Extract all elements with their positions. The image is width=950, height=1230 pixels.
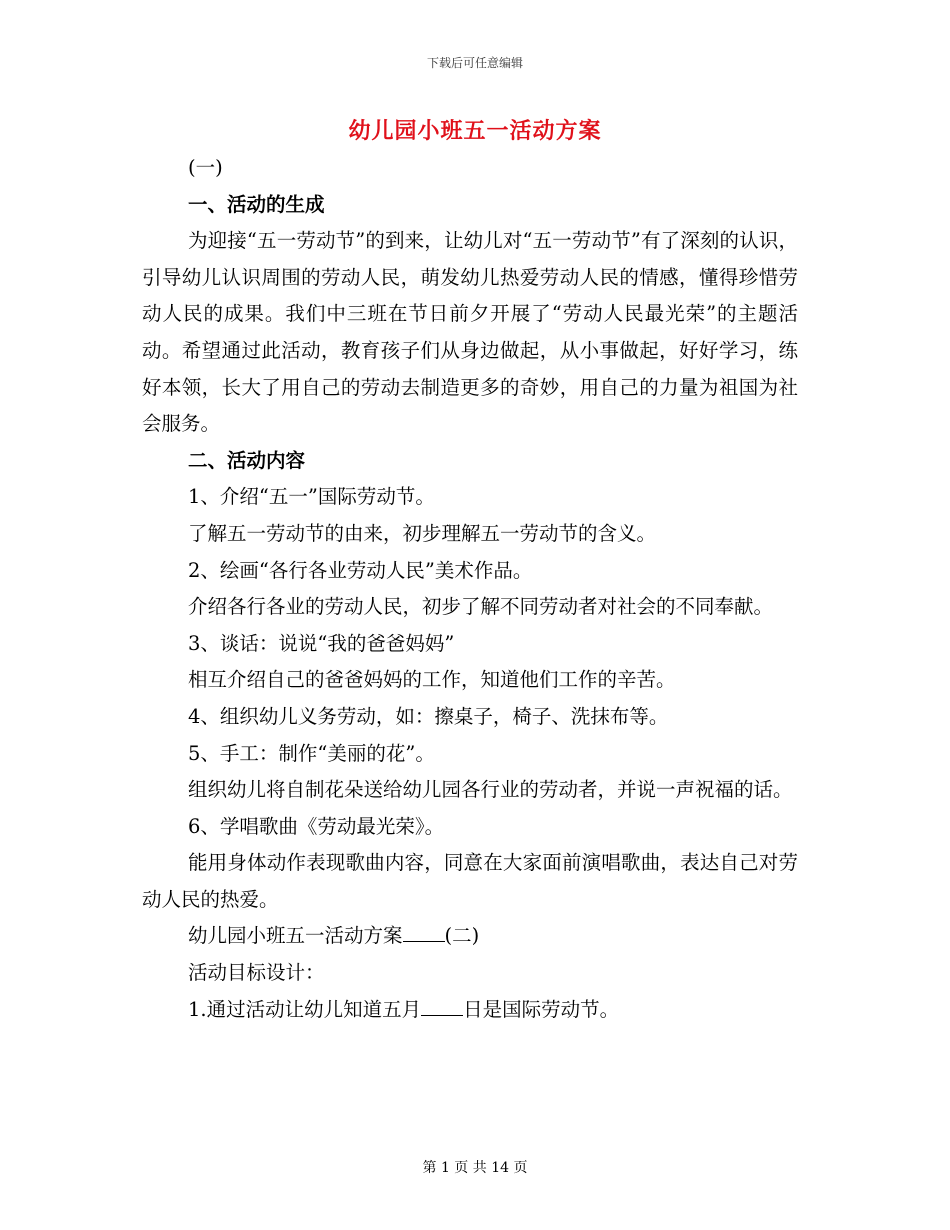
document-title: 幼儿园小班五一活动方案 <box>348 118 602 144</box>
item-1: 1、介绍“五一”国际劳动节。 <box>188 485 435 509</box>
page-number: 第 1 页 共 14 页 <box>422 1160 528 1176</box>
item-5: 5、手工：制作“美丽的花”。 <box>188 741 435 765</box>
fill-in-blank <box>421 997 463 1016</box>
item-6: 6、学唱歌曲《劳动最光荣》。 <box>188 814 445 838</box>
goal-1 <box>142 992 798 1029</box>
item-3: 3、谈话：说说“我的爸爸妈妈” <box>188 631 455 655</box>
item-6-desc: 能用身体动作表现歌曲内容，同意在大家面前演唱歌曲，表达自己对劳动人民的热爱。 <box>142 851 798 911</box>
section-heading-1: 一、活动的生成 <box>188 192 325 216</box>
fill-in-blank <box>403 923 445 942</box>
part-two-title: 幼儿园小班五一活动方案 <box>188 924 403 948</box>
goal-1-start: 1.通过活动让幼儿知道五月 <box>188 997 422 1021</box>
item-2-desc: 介绍各行各业的劳动人民，初步了解不同劳动者对社会的不同奉献。 <box>188 595 774 619</box>
item-3-desc: 相互介绍自己的爸爸妈妈的工作，知道他们工作的辛苦。 <box>188 668 676 692</box>
item-2: 2、绘画“各行各业劳动人民”美术作品。 <box>188 558 533 582</box>
goal-1-end: 日是国际劳动节。 <box>463 997 620 1021</box>
page-header-note: 下载后可任意编辑 <box>426 56 523 70</box>
intro-paragraph: 为迎接“五一劳动节”的到来，让幼儿对“五一劳动节”有了深刻的认识，引导幼儿认识周围的劳动人民，萌发幼儿热爱劳动人民的情感，懂得珍惜劳动人民的成果。我们中三班在节日前夕开展了“劳动人民最光荣”的主题活动。希望通过此活动，教育孩子们从身边做起，从小事做起，好好学习，练好本领，长大了用自己的劳动去制造更多的奇妙，用自己的力量为祖国为社会服务。 <box>142 229 798 436</box>
goal-heading: 活动目标设计： <box>188 961 325 985</box>
document-body <box>142 150 798 1028</box>
item-4: 4、组织幼儿义务劳动，如：擦桌子，椅子、洗抹布等。 <box>188 704 669 728</box>
part-one-label: (一) <box>188 156 223 179</box>
item-5-desc: 组织幼儿将自制花朵送给幼儿园各行业的劳动者，并说一声祝福的话。 <box>188 778 793 802</box>
item-1-desc: 了解五一劳动节的由来，初步理解五一劳动节的含义。 <box>188 521 657 545</box>
part-two-heading <box>142 918 798 955</box>
part-two-label: (二) <box>444 924 480 948</box>
section-heading-2: 二、活动内容 <box>188 448 306 472</box>
